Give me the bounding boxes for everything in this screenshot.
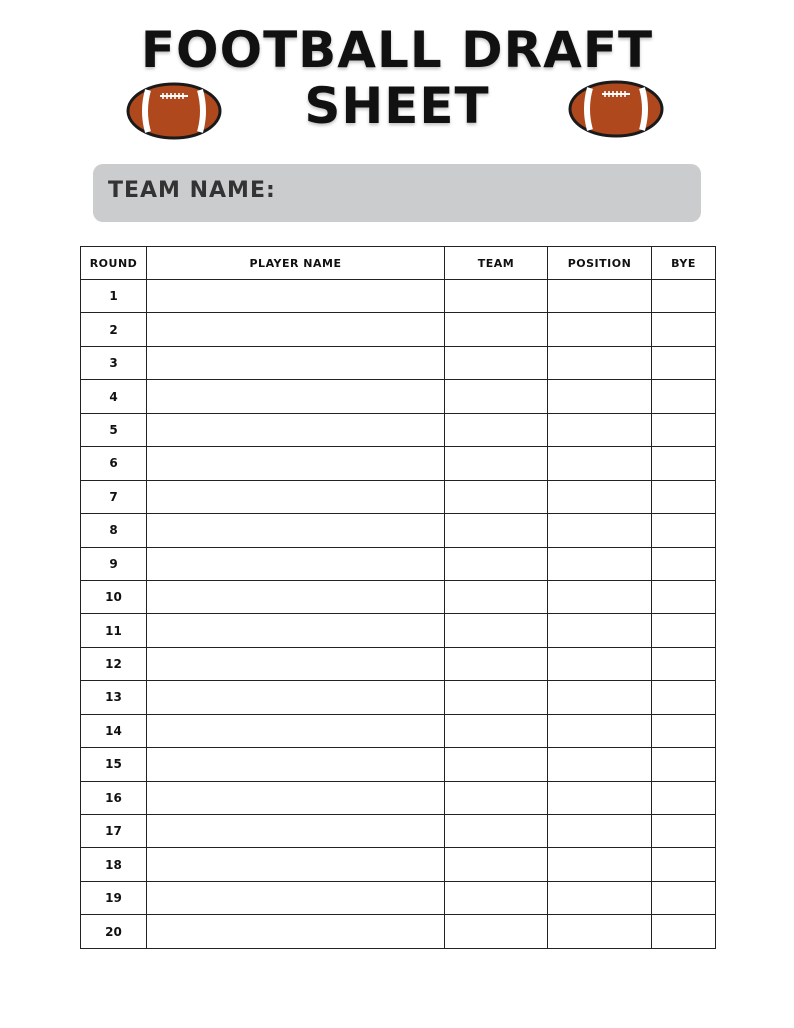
position-cell[interactable] [548,848,652,881]
position-cell[interactable] [548,514,652,547]
table-row [81,280,716,313]
player-name-cell[interactable] [147,280,445,313]
position-cell[interactable] [548,380,652,413]
table-row [81,714,716,747]
table-row [81,748,716,781]
table-row [81,580,716,613]
player-name-cell[interactable] [147,614,445,647]
player-name-cell[interactable] [147,681,445,714]
football-icon [568,80,664,138]
player-name-cell[interactable] [147,447,445,480]
page-title-line-2: SHEET [304,77,490,135]
round-number: 10 [81,580,147,613]
bye-cell[interactable] [652,280,716,313]
bye-cell[interactable] [652,413,716,446]
table-row [81,514,716,547]
round-number: 8 [81,514,147,547]
bye-cell[interactable] [652,514,716,547]
position-cell[interactable] [548,547,652,580]
round-number: 2 [81,313,147,346]
page-title-line-1: FOOTBALL DRAFT [140,21,654,79]
position-cell[interactable] [548,614,652,647]
table-row [81,781,716,814]
bye-cell[interactable] [652,580,716,613]
position-cell[interactable] [548,447,652,480]
table-row [81,647,716,680]
position-cell[interactable] [548,647,652,680]
column-header-bye: BYE [652,247,716,280]
table-row [81,614,716,647]
round-number: 3 [81,346,147,379]
team-name-label: TEAM NAME: [108,178,276,203]
team-cell[interactable] [445,547,548,580]
position-cell[interactable] [548,580,652,613]
round-number: 6 [81,447,147,480]
team-cell[interactable] [445,447,548,480]
draft-table [80,246,716,949]
position-cell[interactable] [548,881,652,914]
position-cell[interactable] [548,346,652,379]
bye-cell[interactable] [652,915,716,948]
team-cell[interactable] [445,313,548,346]
team-cell[interactable] [445,781,548,814]
football-icon [126,82,222,140]
bye-cell[interactable] [652,881,716,914]
player-name-cell[interactable] [147,380,445,413]
bye-cell[interactable] [652,681,716,714]
round-number: 15 [81,748,147,781]
position-cell[interactable] [548,748,652,781]
player-name-cell[interactable] [147,915,445,948]
round-number: 5 [81,413,147,446]
player-name-cell[interactable] [147,848,445,881]
bye-cell[interactable] [652,447,716,480]
team-cell[interactable] [445,647,548,680]
round-number: 12 [81,647,147,680]
player-name-cell[interactable] [147,313,445,346]
round-number: 16 [81,781,147,814]
player-name-cell[interactable] [147,781,445,814]
table-row [81,848,716,881]
team-cell[interactable] [445,915,548,948]
position-cell[interactable] [548,480,652,513]
table-row [81,881,716,914]
table-row [81,413,716,446]
team-cell[interactable] [445,614,548,647]
bye-cell[interactable] [652,380,716,413]
table-row [81,547,716,580]
player-name-cell[interactable] [147,346,445,379]
position-cell[interactable] [548,681,652,714]
bye-cell[interactable] [652,313,716,346]
round-number: 4 [81,380,147,413]
round-number: 11 [81,614,147,647]
team-cell[interactable] [445,748,548,781]
player-name-cell[interactable] [147,714,445,747]
position-cell[interactable] [548,781,652,814]
round-number: 13 [81,681,147,714]
team-cell[interactable] [445,681,548,714]
round-number: 17 [81,815,147,848]
position-cell[interactable] [548,313,652,346]
team-cell[interactable] [445,848,548,881]
player-name-cell[interactable] [147,514,445,547]
round-number: 7 [81,480,147,513]
player-name-cell[interactable] [147,413,445,446]
round-number: 1 [81,280,147,313]
bye-cell[interactable] [652,748,716,781]
bye-cell[interactable] [652,714,716,747]
column-header-team: TEAM [445,247,548,280]
table-row [81,681,716,714]
bye-cell[interactable] [652,848,716,881]
team-cell[interactable] [445,815,548,848]
bye-cell[interactable] [652,781,716,814]
round-number: 20 [81,915,147,948]
team-cell[interactable] [445,413,548,446]
bye-cell[interactable] [652,647,716,680]
team-cell[interactable] [445,881,548,914]
player-name-cell[interactable] [147,815,445,848]
table-header-row [81,247,716,280]
player-name-cell[interactable] [147,748,445,781]
position-cell[interactable] [548,413,652,446]
player-name-cell[interactable] [147,881,445,914]
bye-cell[interactable] [652,547,716,580]
player-name-cell[interactable] [147,647,445,680]
round-number: 14 [81,714,147,747]
table-row [81,313,716,346]
team-cell[interactable] [445,514,548,547]
position-cell[interactable] [548,915,652,948]
player-name-cell[interactable] [147,480,445,513]
team-cell[interactable] [445,380,548,413]
team-cell[interactable] [445,714,548,747]
team-cell[interactable] [445,580,548,613]
team-name-field[interactable] [93,164,701,222]
team-cell[interactable] [445,346,548,379]
bye-cell[interactable] [652,346,716,379]
bye-cell[interactable] [652,614,716,647]
table-row [81,447,716,480]
round-number: 9 [81,547,147,580]
team-cell[interactable] [445,480,548,513]
table-row [81,380,716,413]
round-number: 19 [81,881,147,914]
table-row [81,915,716,948]
table-row [81,480,716,513]
team-cell[interactable] [445,280,548,313]
column-header-round: ROUND [81,247,147,280]
bye-cell[interactable] [652,480,716,513]
draft-table-body [81,280,716,949]
position-cell[interactable] [548,714,652,747]
position-cell[interactable] [548,815,652,848]
player-name-cell[interactable] [147,580,445,613]
table-row [81,815,716,848]
bye-cell[interactable] [652,815,716,848]
column-header-position: POSITION [548,247,652,280]
round-number: 18 [81,848,147,881]
table-row [81,346,716,379]
player-name-cell[interactable] [147,547,445,580]
column-header-player-name: PLAYER NAME [147,247,445,280]
position-cell[interactable] [548,280,652,313]
